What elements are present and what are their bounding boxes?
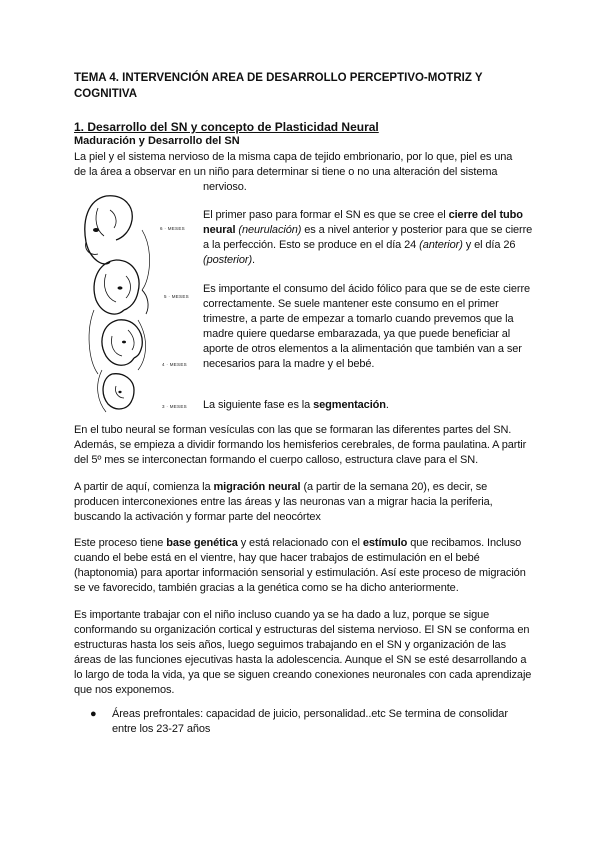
text: . bbox=[252, 254, 255, 266]
bold-term: segmentación bbox=[313, 399, 386, 411]
paragraph-folic-acid: Es importante el consumo del ácido fólico para que se de este cierre correctamente. Se suele mantener este consumo en el primer trimestre, a parte de empezar a tomarlo cuando prevemos que la madre quiere quedarse embarazada, ya que puede beneficiar al aporte de otros elementos a la alimentación que también van a ser necesarios para la madre y el bebé. bbox=[203, 283, 531, 370]
intro-line-3: nervioso. bbox=[203, 181, 247, 193]
intro-line-1: La piel y el sistema nervioso de la misma capa de tejido embrionario, por lo que, piel es una bbox=[74, 151, 513, 163]
title-line-1: TEMA 4. INTERVENCIÓN AREA DE DESARROLLO PERCEPTIVO-MOTRIZ Y bbox=[74, 72, 483, 84]
label-6-months: 6 · MESES bbox=[160, 226, 185, 231]
title-line-2: COGNITIVA bbox=[74, 88, 138, 100]
bullet-list bbox=[88, 707, 528, 737]
text: La siguiente fase es la bbox=[203, 399, 314, 411]
subsection-heading: Maduración y Desarrollo del SN bbox=[74, 135, 240, 147]
italic-term: (anterior) bbox=[419, 239, 463, 251]
bold-term: cierre del tubo neural bbox=[203, 209, 523, 236]
document-title bbox=[74, 70, 534, 102]
paragraph-migration bbox=[74, 480, 532, 525]
bold-term: estímulo bbox=[362, 537, 408, 549]
text: (a partir de la semana 20), es decir, se producen interconexiones entre las áreas y las neuronas van a migrar hacia la periferia, buscando la activación y formar parte del neocórtex bbox=[74, 481, 493, 523]
embryo-drawing bbox=[76, 190, 194, 422]
text: El primer paso para formar el SN es que se cree el bbox=[203, 209, 449, 221]
bullet-icon: ● bbox=[90, 708, 97, 720]
text: es a nivel anterior y posterior para que se cierre a la perfección. Esto se produce en el día 24 bbox=[203, 224, 533, 251]
italic-term: (neurulación) bbox=[238, 224, 302, 236]
paragraph-segmentation bbox=[203, 398, 533, 413]
paragraph-vesicles: En el tubo neural se forman vesículas con las que se formaran las diferentes partes del SN. Además, se empieza a dividir formando los hemisferios cerebrales, de forma paulatina. A partir del 5º mes se interconectan formando el cuerpo calloso, estructura clave para el SN. bbox=[74, 424, 527, 466]
text: Este proceso tiene bbox=[74, 537, 167, 549]
embryo-development-illustration bbox=[76, 190, 194, 422]
section-heading: 1. Desarrollo del SN y concepto de Plasticidad Neural bbox=[74, 120, 379, 134]
text: y está relacionado con el bbox=[237, 537, 363, 549]
label-4-months: 4 · MESES bbox=[162, 362, 187, 367]
text: . bbox=[385, 399, 389, 411]
list-item bbox=[88, 707, 528, 737]
bold-term: migración neural bbox=[213, 481, 301, 493]
label-3-months: 3 · MESES bbox=[162, 404, 187, 409]
paragraph-neural-tube bbox=[203, 208, 533, 268]
paragraph-work-with-child: Es importante trabajar con el niño incluso cuando ya se ha dado a luz, porque se sigue conformando su organización cortical y estructuras del sistema nervioso. El SN se conforma en estructuras hasta los seis años, luego seguimos trabajando en el SN y organización de las áreas de las funciones ejecutivas hasta la adolescencia. Aunque el SN se esté desarrollando a lo largo de toda la vida, ya que se siguen creando conexiones neuronales con cada aprendizaje que nos exponemos. bbox=[74, 609, 532, 696]
paragraph-genetics bbox=[74, 536, 532, 596]
intro-paragraph bbox=[74, 150, 534, 195]
italic-term: (posterior) bbox=[203, 254, 253, 266]
intro-line-2: de la área a observar en un niño para determinar si tiene o no una alteración del sistema bbox=[74, 166, 498, 178]
bullet-text: Áreas prefrontales: capacidad de juicio, personalidad..etc Se termina de consolidar entre los 23-27 años bbox=[112, 708, 508, 735]
label-5-months: 5 · MESES bbox=[164, 294, 189, 299]
text: y el día 26 bbox=[462, 239, 516, 251]
text: que recibamos. Incluso cuando el bebe está en el vientre, hay que hacer trabajos de estimulación en el bebé (haptonomia) para aportar información sensorial y estimulación. Así este proceso de migración se ve favorecido, también gracias a la genética como se ha dicho anteriormente. bbox=[74, 537, 526, 594]
text: A partir de aquí, comienza la bbox=[74, 481, 214, 493]
bold-term: base genética bbox=[166, 537, 238, 549]
